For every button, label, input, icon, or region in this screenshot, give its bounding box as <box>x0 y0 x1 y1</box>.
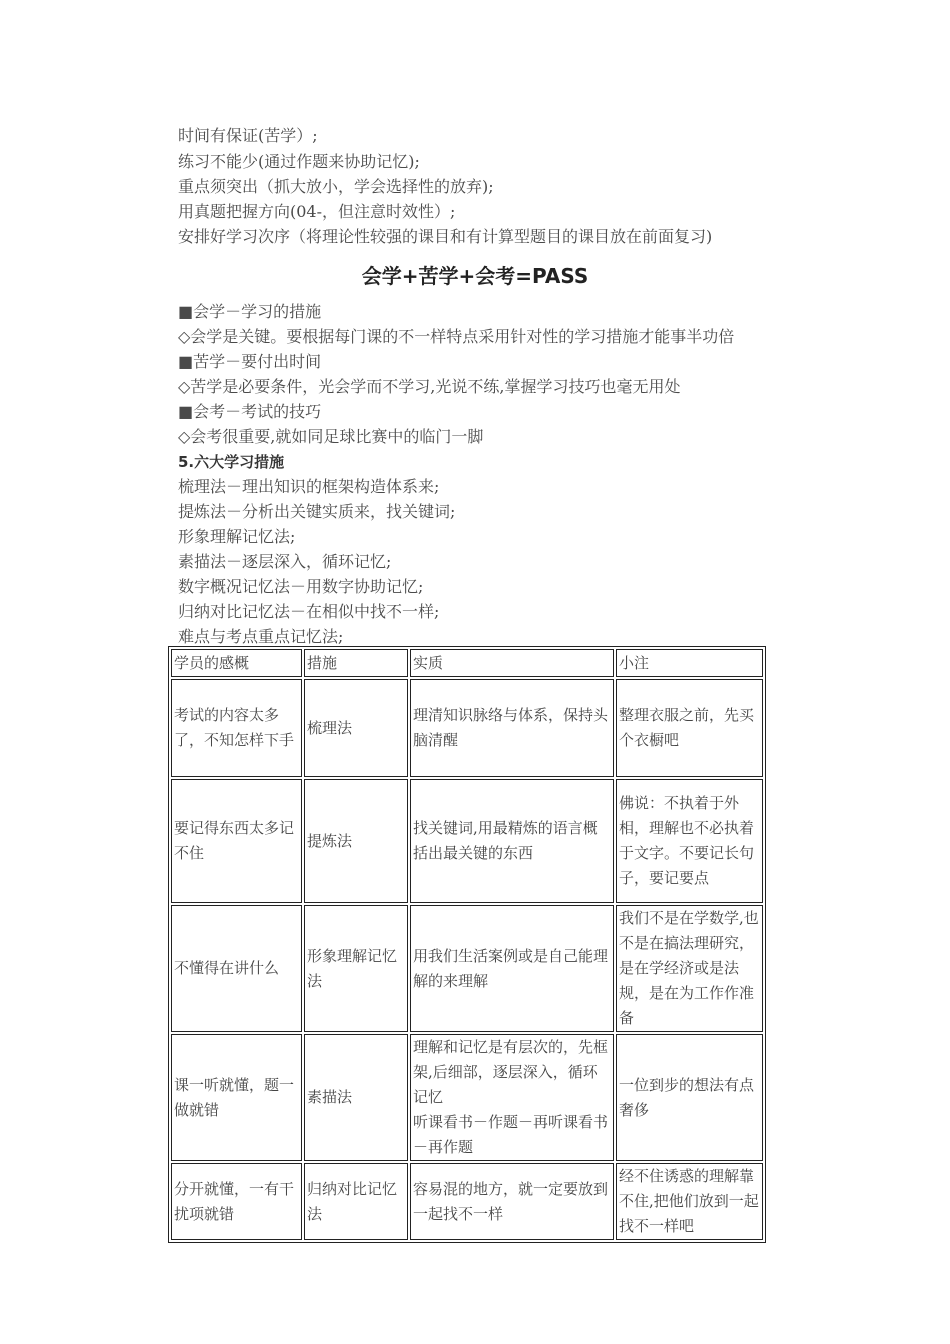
intro-line: 安排好学习次序（将理论性较强的课目和有计算型题目的课目放在前面复习) <box>178 227 713 246</box>
table-cell: 理解和记忆是有层次的，先框架,后细部，逐层深入，循环记忆 听课看书－作题－再听课看书－再作题 <box>410 1034 614 1161</box>
method-line: 归纳对比记忆法－在相似中找不一样; <box>178 602 440 621</box>
table-cell: 理清知识脉络与体系，保持头脑清醒 <box>410 679 614 777</box>
table-cell: 佛说：不执着于外相，理解也不必执着于文字。不要记长句子，要记要点 <box>616 779 763 903</box>
intro-line: 用真题把握方向(04-，但注意时效性）; <box>178 202 456 221</box>
point-line: ◇苦学是必要条件，光会学而不学习,光说不练,掌握学习技巧也毫无用处 <box>178 377 681 396</box>
point-line: ■苦学－要付出时间 <box>178 352 322 371</box>
method-line: 梳理法－理出知识的框架构造体系来; <box>178 477 440 496</box>
point-line: ◇会学是关键。要根据每门课的不一样特点采用针对性的学习措施才能事半功倍 <box>178 327 735 346</box>
intro-line: 练习不能少(通过作题来协助记忆); <box>178 152 420 171</box>
point-line: ■会学－学习的措施 <box>178 302 322 321</box>
table-cell: 提炼法 <box>304 779 408 903</box>
section-heading: 会学+苦学+会考=PASS <box>361 264 589 288</box>
table-cell: 找关键词,用最精炼的语言概括出最关键的东西 <box>410 779 614 903</box>
table-cell: 容易混的地方，就一定要放到一起找不一样 <box>410 1163 614 1240</box>
point-line: ◇会考很重要,就如同足球比赛中的临门一脚 <box>178 427 484 446</box>
method-line: 形象理解记忆法; <box>178 527 296 546</box>
table-cell: 素描法 <box>304 1034 408 1161</box>
table-cell: 课一听就懂，题一做就错 <box>171 1034 302 1161</box>
method-line: 数字概况记忆法－用数字协助记忆; <box>178 577 424 596</box>
table-row <box>171 779 763 903</box>
table-row <box>171 1163 763 1240</box>
table-row <box>171 1034 763 1161</box>
table-header-cell: 小注 <box>616 649 763 677</box>
table-cell: 整理衣服之前，先买个衣橱吧 <box>616 679 763 777</box>
methods-table <box>168 646 766 1243</box>
table-cell: 不懂得在讲什么 <box>171 905 302 1032</box>
table-header-cell: 学员的感概 <box>171 649 302 677</box>
table-cell: 要记得东西太多记不住 <box>171 779 302 903</box>
intro-line: 时间有保证(苦学）; <box>178 126 318 145</box>
point-line: ■会考－考试的技巧 <box>178 402 322 421</box>
table-cell: 分开就懂，一有干扰项就错 <box>171 1163 302 1240</box>
table-row <box>171 679 763 777</box>
table-cell: 我们不是在学数学,也不是在搞法理研究，是在学经济或是法规，是在为工作作准备 <box>616 905 763 1032</box>
table-cell: 归纳对比记忆法 <box>304 1163 408 1240</box>
method-line: 素描法－逐层深入，循环记忆; <box>178 552 392 571</box>
table-header-row <box>171 649 763 677</box>
section-title: 5.六大学习措施 <box>178 453 285 471</box>
method-line: 难点与考点重点记忆法; <box>178 627 344 646</box>
table-cell: 形象理解记忆法 <box>304 905 408 1032</box>
table-cell: 梳理法 <box>304 679 408 777</box>
table-header-cell: 实质 <box>410 649 614 677</box>
method-line: 提炼法－分析出关键实质来，找关键词; <box>178 502 456 521</box>
intro-line: 重点须突出（抓大放小，学会选择性的放弃); <box>178 177 494 196</box>
table-cell: 用我们生活案例或是自己能理解的来理解 <box>410 905 614 1032</box>
table-cell: 考试的内容太多了，不知怎样下手 <box>171 679 302 777</box>
table-cell: 一位到步的想法有点奢侈 <box>616 1034 763 1161</box>
table-cell: 经不住诱惑的理解靠不住,把他们放到一起找不一样吧 <box>616 1163 763 1240</box>
table-header-cell: 措施 <box>304 649 408 677</box>
table-row <box>171 905 763 1032</box>
